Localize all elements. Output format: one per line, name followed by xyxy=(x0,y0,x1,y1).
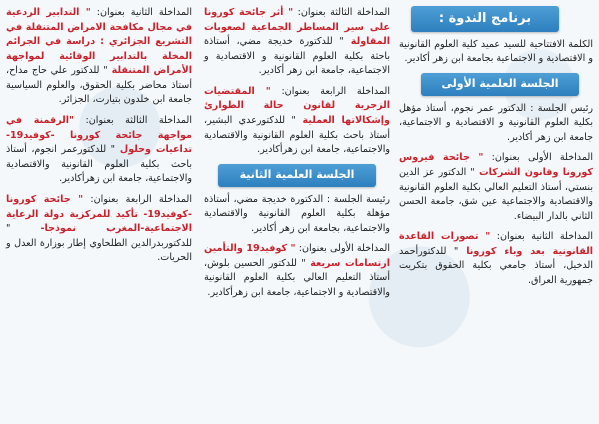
talk-title: "الرقمنة في مواجهة جائحة كورونا -كوفيد19- تداعيات وحلول xyxy=(6,115,192,156)
talk-speaker: " للدكتورة خديجة مضي، أستاذة باحثة بكلية العلوم القانونية و الاقتصادية و الاجتماعية، جامعة ابن زهر أكادير. xyxy=(204,36,390,77)
talk-label: المداخلة الثالثة بعنوان: xyxy=(74,115,193,127)
talk-speaker: " للدكتور الحسين بلوش، أستاذ التعليم العالي بكلية العلوم القانونية والاقتصادية و الاجتماعية، جامعة ابن زهرأكادير. xyxy=(204,257,390,298)
talk-speaker: " للدكتورأحمد الدخيل، أستاذ جامعي بكلية الحقوق بتكريت جمهورية العراق. xyxy=(399,245,593,286)
talk-speaker: " الدكتور عز الدين بنستي، أستاذ التعليم العالي بكلية العلوم القانونية والاقتصادية والاجتماعية عين شق، جامعة الحسن الثاني بالدار البيضاء. xyxy=(399,166,593,222)
session1-talk3 xyxy=(204,6,390,79)
session2-talk2 xyxy=(6,6,192,108)
session1-banner: الجلسة العلمية الأولى xyxy=(421,73,579,96)
session1-talk4 xyxy=(204,85,390,158)
talk-label: المداخلة الثانية بعنوان: xyxy=(90,7,192,18)
talk-label: المداخلة الرابعة بعنوان: xyxy=(83,193,192,205)
talk-title: " جائحة كورونا -كوفيد19- تأكيد للمركزية دولة الرعاية الاجتماعية-المغرب نموذجا- xyxy=(6,193,192,235)
talk-label: المداخلة الأولى بعنوان: xyxy=(483,152,593,164)
talk-speaker: " للدكتوربدرالدين الطلحاوي إطار بوزارة العدل و الحريات. xyxy=(6,223,192,264)
talk-title: " المقتضيات الزجرية لقانون حالة الطوارئ وإشكالاتها العملية xyxy=(204,85,391,127)
talk-speaker: " للدكتورعمر انجوم، أستاذ باحث بكلية العلوم القانونية والاقتصادية والاجتماعية، جامعة ابن زهرأكادير. xyxy=(6,144,192,185)
session1-talk2 xyxy=(399,230,593,288)
right-column xyxy=(393,0,599,424)
talk-title: " أثر جائحة كورونا على سير المساطر الجماعية لصعوبات المقاولة xyxy=(204,7,390,48)
talk-speaker: " للدكتور علي حاج مداح، أستاذ محاضر بكلية الحقوق، والعلوم السياسية جامعة ابن خلدون بتيارت، الجزائر. xyxy=(6,65,192,106)
session2-chair: رئيسة الجلسة : الدكتورة خديجة مضي، أستاذة مؤهلة بكلية العلوم القانونية والاقتصادية والاجتماعية، بجامعة ابن زهر أكادير. xyxy=(204,193,390,234)
session2-talk1 xyxy=(204,242,390,300)
session2-talk3 xyxy=(6,114,192,187)
talk-label: المداخلة الثانية بعنوان: xyxy=(490,231,593,243)
talk-title: " التدابير الردعية في مجال مكافحة الامراض المتنقلة في التشريع الجزائري : دراسة في الجرائم المخلة بالتدابير الوقائية لمواجهة الأمراض المتنقلة xyxy=(6,7,193,77)
session2-talk4 xyxy=(6,193,192,266)
talk-title: " كوفيد19 والتأمين ارتسامات سريعة xyxy=(204,243,390,269)
talk-label: المداخلة الرابعة بعنوان: xyxy=(270,85,390,97)
opening-remarks: الكلمة الافتتاحية للسيد عميد كلية العلوم القانونية و الاقتصادية و الاجتماعية بجامعة ابن زهر أكادير. xyxy=(399,38,593,65)
talk-speaker: " للدكتورعدي البشير، أستاذ باحث بكلية العلوم القانونية والاقتصادية والاجتماعية، جامعة ابن زهرأكادير. xyxy=(204,115,390,156)
session2-banner: الجلسة العلمية الثانية xyxy=(218,164,376,187)
session1-talk1 xyxy=(399,151,593,224)
middle-column xyxy=(198,0,396,424)
left-column xyxy=(0,0,198,424)
talk-label: المداخلة الأولى بعنوان: xyxy=(295,243,390,255)
talk-title: " جائحة فيروس كورونا وقانون الشركات xyxy=(399,152,594,178)
program-title-banner: برنامج الندوة : xyxy=(411,6,559,32)
talk-title: " تصورات القاعدة القانونية بعد وباء كورونا xyxy=(399,231,593,257)
session1-chair: رئيس الجلسة : الدكتور عمر نجوم، أستاذ مؤهل بكلية العلوم القانونية و الاقتصادية و الاجتماعية، جامعة ابن زهر أكادير. xyxy=(399,102,593,143)
talk-label: المداخلة الثالثة بعنوان: xyxy=(293,7,390,18)
